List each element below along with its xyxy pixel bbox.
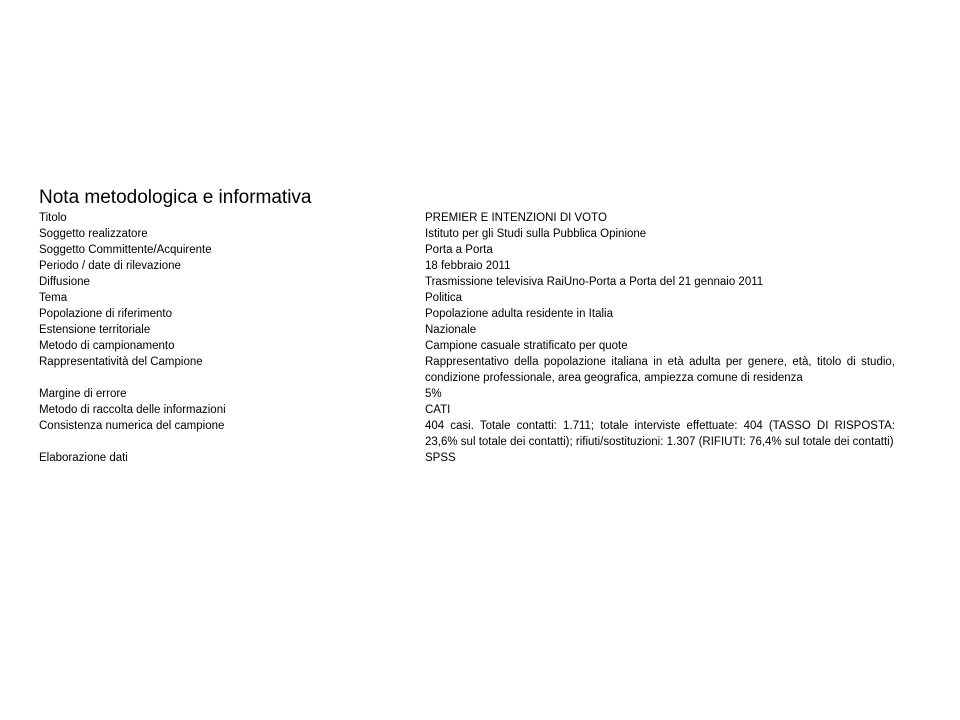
- row-label: Diffusione: [39, 276, 90, 288]
- table-row-metodo-raccolta: [39, 402, 895, 418]
- row-value: Popolazione adulta residente in Italia: [425, 308, 613, 320]
- table-row-committente: [39, 242, 895, 258]
- table-row-titolo: [39, 210, 895, 226]
- row-label: Estensione territoriale: [39, 324, 151, 336]
- row-value: CATI: [425, 404, 451, 416]
- row-value: Porta a Porta: [425, 244, 493, 256]
- row-value: Rappresentativo della popolazione italiana in età adulta per genere, età, titolo di studio, condizione professionale, area geografica, ampiezza comune di residenza: [425, 356, 895, 384]
- row-label: Rappresentatività del Campione: [39, 356, 203, 368]
- table-row-diffusione: [39, 274, 895, 290]
- row-value: 18 febbraio 2011: [425, 260, 511, 272]
- row-value: Nazionale: [425, 324, 477, 336]
- row-label: Margine di errore: [39, 388, 127, 400]
- row-value: SPSS: [425, 452, 456, 464]
- table-row-margine-errore: [39, 386, 895, 402]
- page-title: Nota metodologica e informativa: [39, 187, 312, 208]
- row-label: Soggetto Committente/Acquirente: [39, 244, 212, 256]
- table-row-metodo-campionamento: [39, 338, 895, 354]
- row-label: Elaborazione dati: [39, 452, 128, 464]
- table-row-soggetto-realizzatore: [39, 226, 895, 242]
- methodology-note: [39, 186, 895, 466]
- table-row-popolazione: [39, 306, 895, 322]
- row-value: Istituto per gli Studi sulla Pubblica Opinione: [425, 228, 647, 240]
- row-label: Tema: [39, 292, 68, 304]
- row-label: Popolazione di riferimento: [39, 308, 172, 320]
- row-value: Campione casuale stratificato per quote: [425, 340, 628, 352]
- table-row-consistenza: [39, 418, 895, 450]
- table-row-periodo: [39, 258, 895, 274]
- row-label: Consistenza numerica del campione: [39, 420, 225, 432]
- row-label: Metodo di campionamento: [39, 340, 175, 352]
- row-value: Trasmissione televisiva RaiUno-Porta a Porta del 21 gennaio 2011: [425, 276, 764, 288]
- table-row-estensione: [39, 322, 895, 338]
- info-table: [39, 210, 895, 466]
- row-value: PREMIER E INTENZIONI DI VOTO: [425, 212, 607, 224]
- row-value: 5%: [425, 388, 442, 400]
- table-row-elaborazione: [39, 450, 895, 466]
- row-label: Metodo di raccolta delle informazioni: [39, 404, 226, 416]
- row-label: Titolo: [39, 212, 67, 224]
- row-value: Politica: [425, 292, 463, 304]
- table-row-tema: [39, 290, 895, 306]
- row-value: 404 casi. Totale contatti: 1.711; totale interviste effettuate: 404 (TASSO DI RISPOSTA: 23,6% sul totale dei contatti); rifiuti/sostituzioni: 1.307 (RIFIUTI: 76,4% sul totale dei contatti): [425, 420, 895, 448]
- table-row-rappresentativita: [39, 354, 895, 386]
- row-label: Periodo / date di rilevazione: [39, 260, 181, 272]
- row-label: Soggetto realizzatore: [39, 228, 148, 240]
